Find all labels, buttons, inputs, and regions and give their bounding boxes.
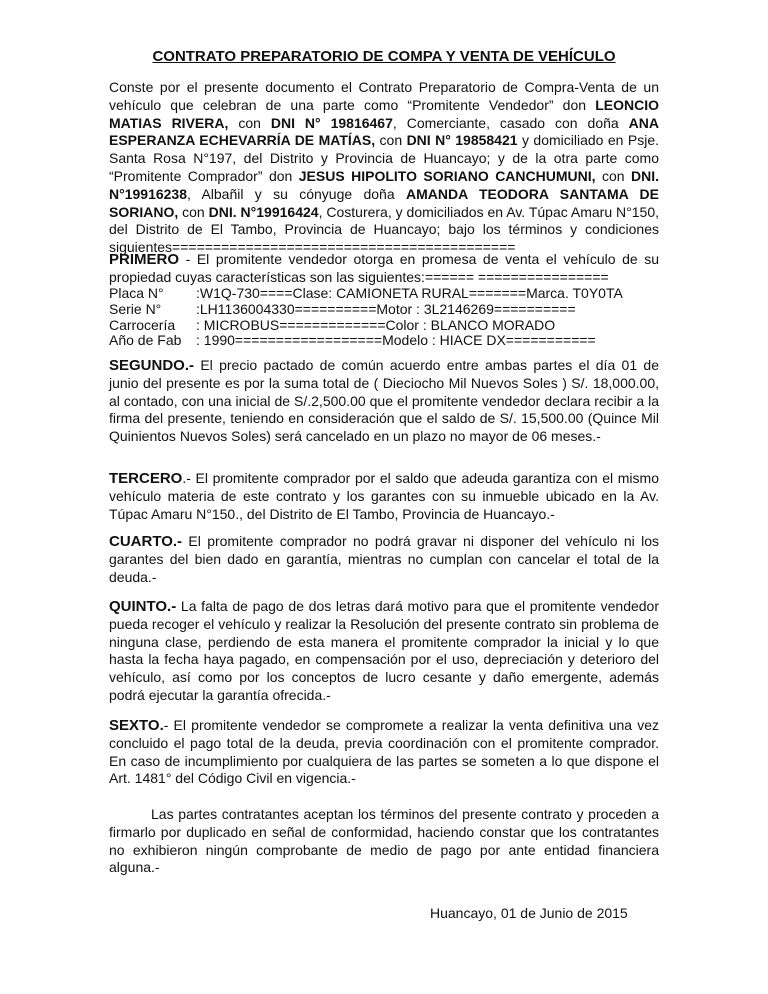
intro-text: , Costurera, y domiciliados en Av. Túpac Amaru N°150, del Distrito de El Tambo, Provincia de Huancayo; bajo los términos y condiciones siguientes========================================== — [109, 203, 659, 256]
spec-row — [109, 302, 669, 318]
clause-cuarto — [109, 533, 659, 586]
spec-row — [109, 286, 669, 302]
buyer-name: JESUS HIPOLITO SORIANO CANCHUMUNI, — [298, 167, 596, 184]
intro-text: con — [178, 203, 209, 220]
seller-dni: DNI N° 19816467 — [270, 114, 393, 131]
clause-quinto — [109, 598, 659, 705]
clause-segundo — [109, 357, 659, 446]
clause-text: La falta de pago de dos letras dará motivo para que el promitente vendedor pueda recoger el vehículo y realizar la Resolución del presente contrato sin problema de ninguna clase, perdiendo de esta manera el promitente comprador la inicial y lo que hasta la fecha haya pagado, en compensación por el uso, depreciación y deterioro del vehículo, así como por los conceptos de lucro cesante y daño emergente, además podrá ejecutar la garantía ofrecida.- — [109, 598, 659, 703]
intro-text: , Albañil y su cónyuge doña — [187, 185, 406, 202]
intro-text: y domiciliado en Psje. Santa Rosa N°197, del Distrito y Provincia de Huancayo; y de la otra parte como “Promitente Comprador” don — [109, 132, 660, 184]
clause-text: El promitente comprador no podrá gravar ni disponer del vehículo ni los garantes del bien dado en garantía, mientras no cumplan con cancelar el total de la deuda.- — [109, 533, 659, 585]
intro-text: , Comerciante, casado con doña — [392, 114, 629, 131]
spec-value: : 1990==================Modelo : HIACE DX=========== — [196, 332, 596, 349]
seller-name: LEONCIO MATIAS RIVERA, — [109, 96, 659, 131]
buyer-spouse-name: AMANDA TEODORA SANTAMA DE SORIANO, — [109, 185, 660, 220]
document-title: CONTRATO PREPARATORIO DE COMPA Y VENTA DE VEHÍCULO — [152, 48, 616, 65]
clause-primero — [109, 251, 659, 287]
clause-heading: TERCERO — [109, 470, 183, 487]
buyer-spouse-dni: DNI. N°19916424 — [208, 203, 319, 220]
buyer-dni: DNI. N°19916238 — [109, 167, 659, 202]
closing-paragraph: Las partes contratantes aceptan los términos del presente contrato y proceden a firmarlo por duplicado en señal de conformidad, haciendo constar que los contratantes no exhibieron ningún comprobante de medio de pago por ante entidad financiera alguna.- — [109, 806, 659, 876]
clause-text: .- El promitente comprador por el saldo que adeuda garantiza con el mismo vehículo materia de este contrato y los garantes con su inmueble ubicado en la Av. Túpac Amaru N°150., del Distrito de El Tambo, Provincia de Huancayo.- — [109, 470, 659, 522]
spec-row — [109, 318, 669, 334]
clause-text: El precio pactado de común acuerdo entre ambas partes el día 01 de junio del presente es por la suma total de ( Dieciocho Mil Nuevos Soles ) S/. 18,000.00, al contado, con una inicial de S/.2,500.00 que el promitente vendedor declara recibir a la firma del presente, teniendo en consideración que el saldo de S/. 15,500.00 (Quince Mil Quinientos Nuevos Soles) será cancelado en un plazo no mayor de 06 meses.- — [109, 357, 659, 445]
vehicle-specs — [109, 286, 669, 349]
spec-value: : MICROBUS=============Color : BLANCO MORADO — [196, 316, 556, 333]
spec-label: Año de Fab — [109, 332, 182, 349]
spec-value: :LH1136004330==========Motor : 3L2146269========== — [196, 300, 576, 317]
clause-heading: SEGUNDO.- — [109, 357, 195, 374]
spec-row — [109, 333, 669, 349]
clause-text: - El promitente vendedor otorga en promesa de venta el vehículo de su propiedad cuyas características son las siguientes:====== ================ — [109, 251, 659, 285]
clause-heading: CUARTO.- — [109, 533, 183, 550]
seller-spouse-dni: DNI N° 19858421 — [406, 132, 518, 149]
intro-text: con — [228, 114, 271, 131]
intro-text: con — [375, 132, 407, 149]
clause-heading: SEXTO. — [109, 717, 164, 734]
spec-label: Serie N° — [109, 300, 162, 317]
intro-paragraph — [109, 79, 659, 257]
clause-sexto — [109, 717, 659, 788]
spec-value: :W1Q-730====Clase: CAMIONETA RURAL=======Marca. T0Y0TA — [196, 285, 623, 301]
clause-tercero — [109, 470, 659, 523]
intro-text: con — [595, 167, 631, 184]
seller-spouse-name: ANA ESPERANZA ECHEVARRÍA DE MATÍAS, — [109, 114, 659, 149]
spec-label: Carrocería — [109, 316, 176, 333]
intro-text: Conste por el presente documento el Contrato Preparatorio de Compra-Venta de un vehículo que celebran de una parte como “Promitente Vendedor” don — [109, 79, 659, 113]
place-and-date: Huancayo, 01 de Junio de 2015 — [430, 905, 628, 921]
clause-text: - El promitente vendedor se compromete a realizar la venta definitiva una vez concluido el pago total de la deuda, previa coordinación con el promitente comprador. En caso de incumplimiento por cualquiera de las partes se someten a lo que dispone el Art. 1481° del Código Civil en vigencia.- — [109, 717, 659, 787]
clause-heading: PRIMERO — [109, 251, 180, 268]
clause-heading: QUINTO.- — [109, 598, 177, 615]
spec-label: Placa N° — [109, 285, 164, 301]
